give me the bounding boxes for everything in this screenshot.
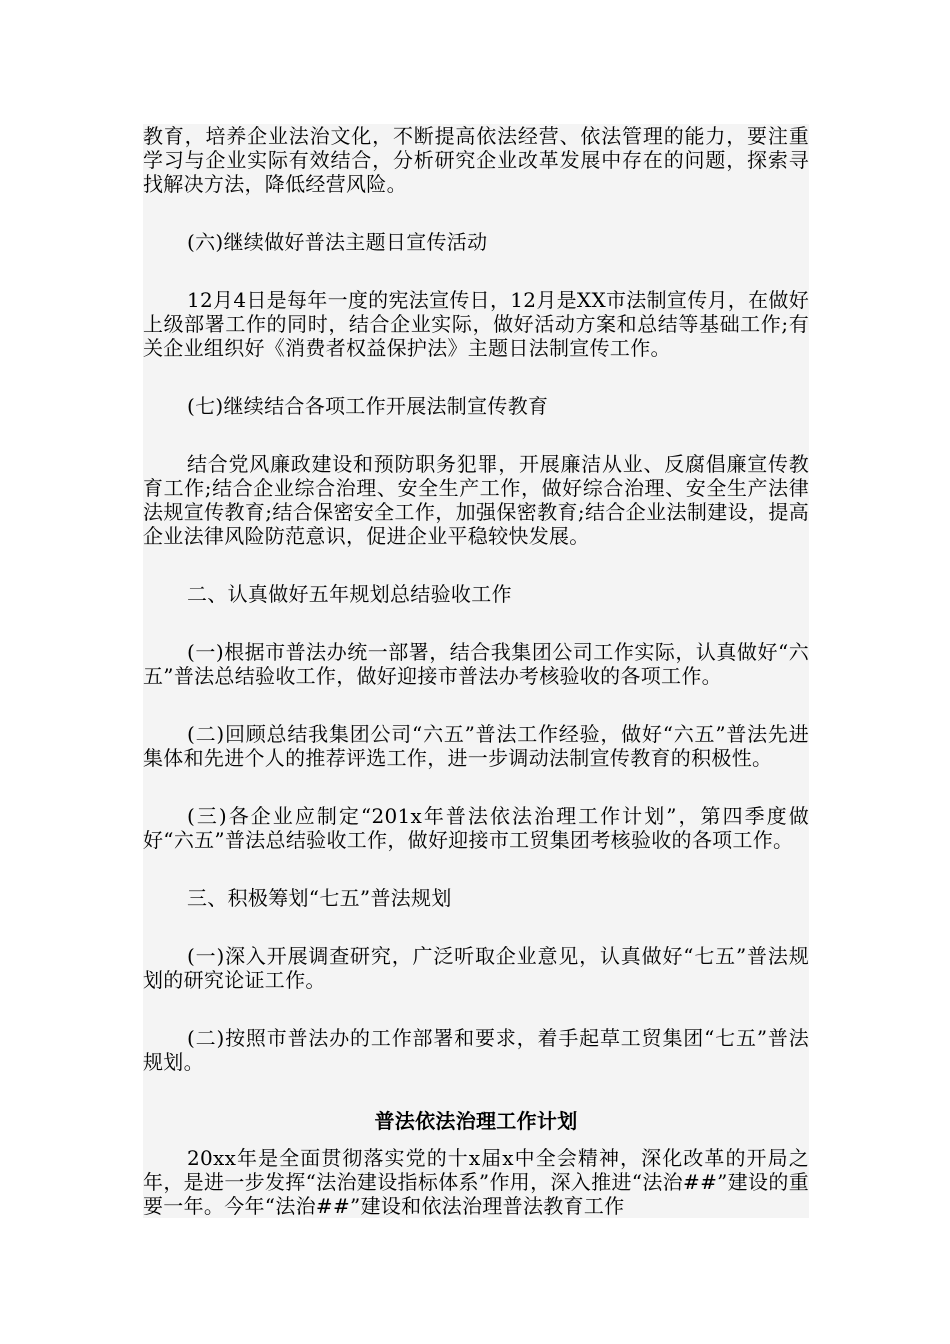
paragraph-plan-item-two: (二)按照市普法办的工作部署和要求，着手起草工贸集团“七五”普法规划。 xyxy=(143,1026,809,1074)
paragraph-item-one: (一)根据市普法办统一部署，结合我集团公司工作实际，认真做好“六五”普法总结验收工作，做好迎接市普法办考核验收的各项工作。 xyxy=(143,640,809,688)
paragraph-plan-item-one: (一)深入开展调查研究，广泛听取企业意见，认真做好“七五”普法规划的研究论证工作。 xyxy=(143,944,809,992)
paragraph-item-three: (三)各企业应制定“201x年普法依法治理工作计划”，第四季度做好“六五”普法总结验收工作，做好迎接市工贸集团考核验收的各项工作。 xyxy=(143,804,809,852)
paragraph-intro: 20xx年是全面贯彻落实党的十x届x中全会精神，深化改革的开局之年，是进一步发挥“法治建设指标体系”作用，深入推进“法治##”建设的重要一年。今年“法治##”建设和依法治理普法教育工作 xyxy=(143,1146,809,1218)
section-heading-three: 三、积极筹划“七五”普法规划 xyxy=(187,886,452,910)
section-heading-seven: (七)继续结合各项工作开展法制宣传教育 xyxy=(187,394,549,418)
paragraph-integrated-education: 结合党风廉政建设和预防职务犯罪，开展廉洁从业、反腐倡廉宣传教育工作;结合企业综合治理、安全生产工作，做好综合治理、安全生产法律法规宣传教育;结合保密安全工作，加强保密教育;结合企业法制建设，提高企业法律风险防范意识，促进企业平稳较快发展。 xyxy=(143,452,809,548)
paragraph-item-two: (二)回顾总结我集团公司“六五”普法工作经验，做好“六五”普法先进集体和先进个人的推荐评选工作，进一步调动法制宣传教育的积极性。 xyxy=(143,722,809,770)
document-body xyxy=(143,124,809,1218)
paragraph-continuation: 教育，培养企业法治文化，不断提高依法经营、依法管理的能力，要注重学习与企业实际有效结合，分析研究企业改革发展中存在的问题，探索寻找解决方法，降低经营风险。 xyxy=(143,124,809,196)
paragraph-constitution-day: 12月4日是每年一度的宪法宣传日，12月是XX市法制宣传月，在做好上级部署工作的同时，结合企业实际，做好活动方案和总结等基础工作;有关企业组织好《消费者权益保护法》主题日法制宣传工作。 xyxy=(143,288,809,360)
section-heading-six: (六)继续做好普法主题日宣传活动 xyxy=(187,230,488,254)
document-title: 普法依法治理工作计划 xyxy=(374,1109,578,1133)
section-heading-two: 二、认真做好五年规划总结验收工作 xyxy=(187,582,512,606)
